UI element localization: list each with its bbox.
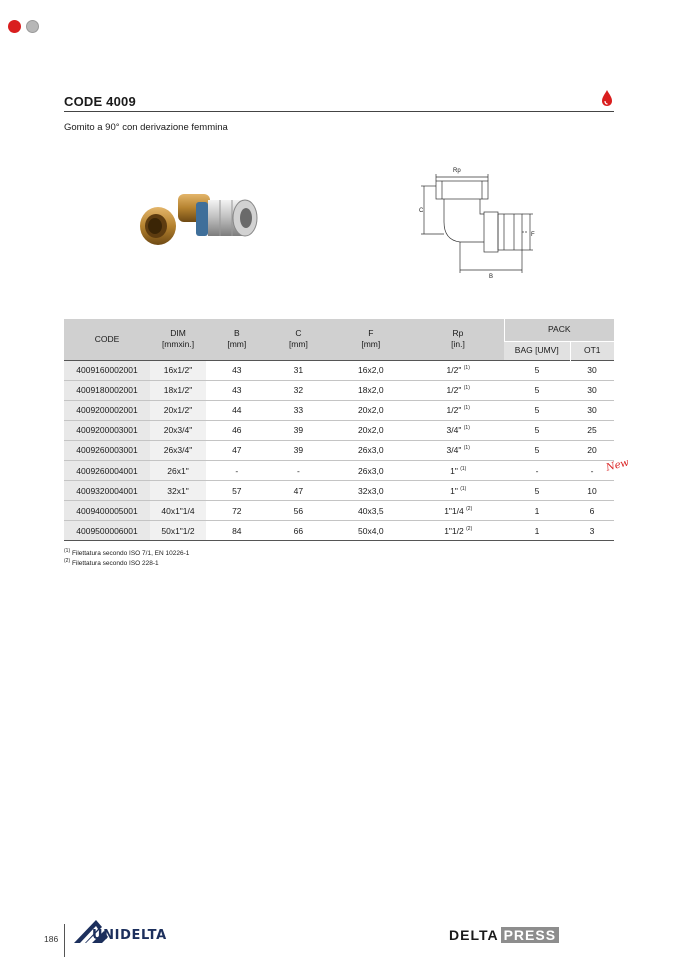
- cell-dim: 20x3/4": [150, 420, 206, 440]
- note-marker: (2): [466, 525, 473, 532]
- cell-ot1: 30: [570, 360, 614, 380]
- header-bag: BAG [UMV]: [504, 341, 570, 360]
- cell-ot1: 3: [570, 521, 614, 541]
- table-row: [64, 481, 614, 501]
- cell-bag: 5: [504, 481, 570, 501]
- cell-code: 4009260004001: [64, 460, 150, 480]
- cell-b: 43: [206, 360, 268, 380]
- cell-f: 40x3,5: [329, 501, 412, 521]
- drawing-label-b: B: [489, 274, 494, 280]
- cell-c: 32: [268, 380, 330, 400]
- cell-b: 47: [206, 440, 268, 460]
- note-marker: (1): [463, 365, 470, 372]
- note-marker: (1): [463, 425, 470, 432]
- cell-dim: 26x1": [150, 460, 206, 480]
- drawing-label-c: C: [419, 208, 424, 214]
- section-dot-grey: [26, 20, 39, 33]
- cell-f: 26x3,0: [329, 440, 412, 460]
- footnote-2: $^{(2)}$ Filettatura secondo ISO 228-1: [64, 557, 159, 567]
- header-rp: Rp [in.]: [412, 319, 504, 360]
- cell-bag: 5: [504, 420, 570, 440]
- cell-ot1: 20: [570, 440, 614, 460]
- deltapress-press: PRESS: [501, 927, 559, 943]
- water-drop-icon: [600, 89, 614, 107]
- cell-ot1: -: [570, 460, 614, 480]
- cell-code: 4009500006001: [64, 521, 150, 541]
- cell-rp: 3/4" $^{(1)}$: [412, 420, 504, 440]
- cell-dim: 18x1/2": [150, 380, 206, 400]
- cell-dim: 50x1"1/2: [150, 521, 206, 541]
- cell-rp: 1" $^{(1)}$: [412, 460, 504, 480]
- product-photo: [138, 186, 268, 248]
- cell-bag: 1: [504, 521, 570, 541]
- table-row: [64, 440, 614, 460]
- new-badge: New: [605, 457, 631, 474]
- table-row: [64, 360, 614, 380]
- cell-f: 32x3,0: [329, 481, 412, 501]
- header-f: F [mm]: [329, 319, 412, 360]
- cell-b: 57: [206, 481, 268, 501]
- cell-rp: 1/2" $^{(1)}$: [412, 400, 504, 420]
- cell-f: 18x2,0: [329, 380, 412, 400]
- section-dot-red: [8, 20, 21, 33]
- cell-c: 47: [268, 481, 330, 501]
- cell-c: 39: [268, 440, 330, 460]
- cell-c: 56: [268, 501, 330, 521]
- cell-code: 4009260003001: [64, 440, 150, 460]
- footnote-1: $^{(1)}$ Filettatura secondo ISO 7/1, EN 10226-1: [64, 547, 190, 557]
- cell-ot1: 10: [570, 481, 614, 501]
- table-row: [64, 380, 614, 400]
- header-dim: DIM [mmxin.]: [150, 319, 206, 360]
- cell-b: 84: [206, 521, 268, 541]
- cell-bag: 1: [504, 501, 570, 521]
- cell-code: 4009160002001: [64, 360, 150, 380]
- cell-ot1: 30: [570, 400, 614, 420]
- product-code-title: CODE 4009: [64, 94, 136, 109]
- deltapress-delta: DELTA: [449, 927, 499, 943]
- cell-bag: 5: [504, 400, 570, 420]
- cell-bag: 5: [504, 360, 570, 380]
- table-row: [64, 501, 614, 521]
- cell-bag: -: [504, 460, 570, 480]
- cell-b: 44: [206, 400, 268, 420]
- title-divider: [64, 111, 614, 112]
- footer-divider: [64, 924, 65, 957]
- cell-rp: 1" $^{(1)}$: [412, 481, 504, 501]
- cell-rp: 1"1/4 $^{(2)}$: [412, 501, 504, 521]
- table-row: [64, 521, 614, 541]
- cell-bag: 5: [504, 440, 570, 460]
- cell-f: 20x2,0: [329, 420, 412, 440]
- cell-b: 72: [206, 501, 268, 521]
- footnotes: [64, 549, 189, 568]
- note-marker: (1): [463, 385, 470, 392]
- spec-table: [64, 319, 614, 541]
- product-description: Gomito a 90° con derivazione femmina: [64, 122, 228, 133]
- cell-rp: 1/2" $^{(1)}$: [412, 360, 504, 380]
- technical-drawing: [414, 162, 554, 280]
- cell-ot1: 30: [570, 380, 614, 400]
- cell-dim: 16x1/2": [150, 360, 206, 380]
- table-row: [64, 400, 614, 420]
- drawing-label-rp: Rp: [453, 168, 461, 174]
- page-number: 186: [44, 934, 59, 944]
- header-b: B [mm]: [206, 319, 268, 360]
- cell-c: 31: [268, 360, 330, 380]
- unidelta-brand: UNIDELTA: [92, 928, 167, 943]
- table-row: [64, 460, 614, 480]
- cell-code: 4009200003001: [64, 420, 150, 440]
- cell-code: 4009400005001: [64, 501, 150, 521]
- note-marker: (2): [466, 505, 473, 512]
- header-c: C [mm]: [268, 319, 330, 360]
- note-marker: (1): [460, 465, 467, 472]
- cell-f: 50x4,0: [329, 521, 412, 541]
- cell-b: -: [206, 460, 268, 480]
- header-code: CODE: [64, 319, 150, 360]
- cell-ot1: 6: [570, 501, 614, 521]
- note-marker: (1): [463, 445, 470, 452]
- cell-ot1: 25: [570, 420, 614, 440]
- cell-code: 4009320004001: [64, 481, 150, 501]
- drawing-label-f: F: [531, 232, 535, 238]
- cell-f: 20x2,0: [329, 400, 412, 420]
- cell-dim: 20x1/2": [150, 400, 206, 420]
- cell-bag: 5: [504, 380, 570, 400]
- cell-rp: 1/2" $^{(1)}$: [412, 380, 504, 400]
- header-ot1: OT1: [570, 341, 614, 360]
- cell-rp: 1"1/2 $^{(2)}$: [412, 521, 504, 541]
- cell-code: 4009200002001: [64, 400, 150, 420]
- cell-b: 43: [206, 380, 268, 400]
- header-pack: PACK: [504, 319, 614, 341]
- cell-dim: 40x1"1/4: [150, 501, 206, 521]
- cell-c: 33: [268, 400, 330, 420]
- cell-f: 26x3,0: [329, 460, 412, 480]
- cell-f: 16x2,0: [329, 360, 412, 380]
- note-marker: (1): [460, 485, 467, 492]
- cell-dim: 26x3/4": [150, 440, 206, 460]
- cell-rp: 3/4" $^{(1)}$: [412, 440, 504, 460]
- note-marker: (1): [463, 405, 470, 412]
- cell-c: 66: [268, 521, 330, 541]
- cell-b: 46: [206, 420, 268, 440]
- cell-c: -: [268, 460, 330, 480]
- cell-c: 39: [268, 420, 330, 440]
- table-row: [64, 420, 614, 440]
- deltapress-brand: [449, 927, 559, 943]
- cell-code: 4009180002001: [64, 380, 150, 400]
- cell-dim: 32x1": [150, 481, 206, 501]
